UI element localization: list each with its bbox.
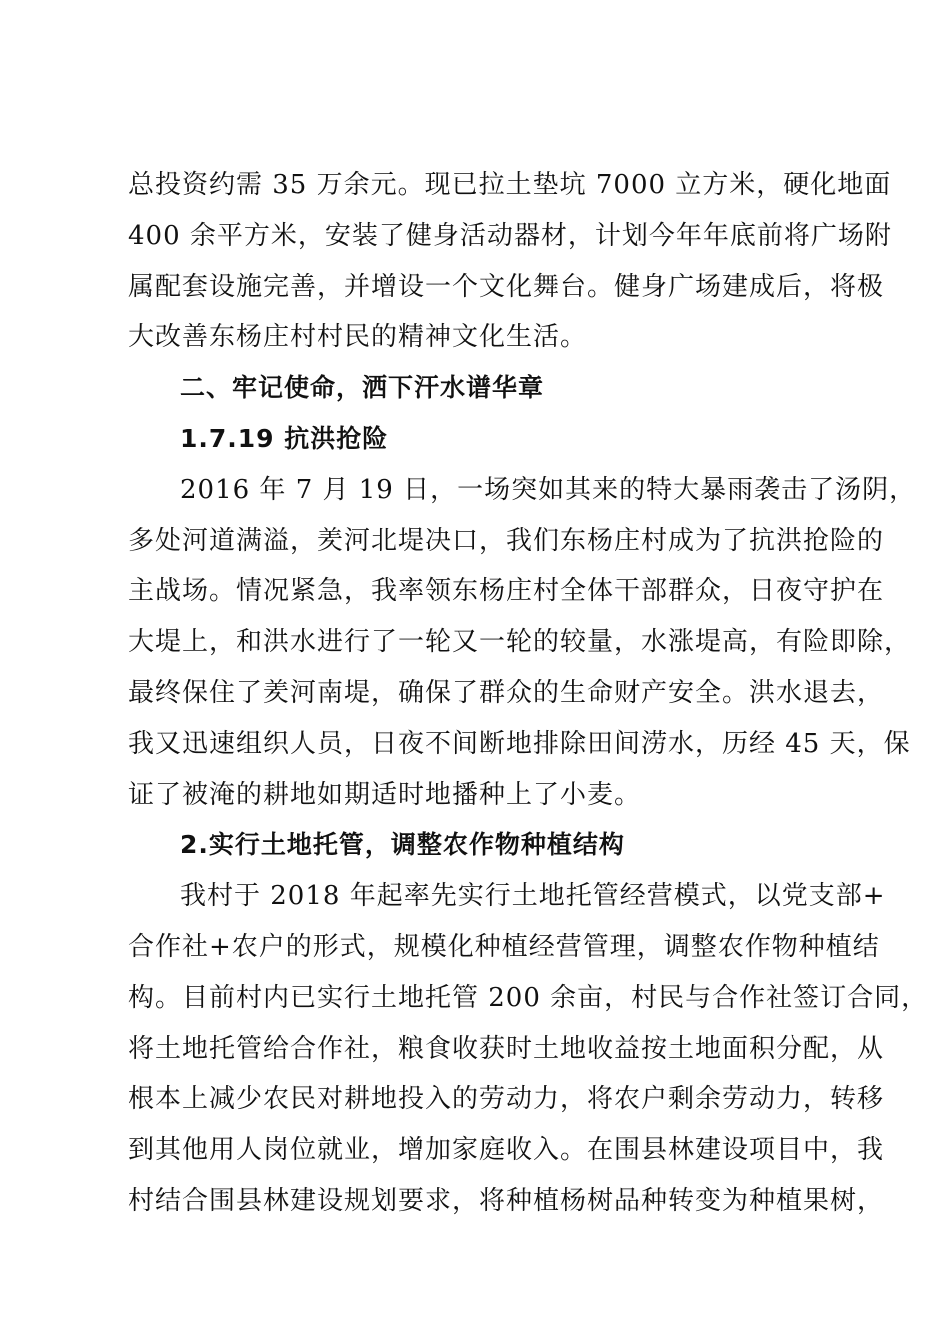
paragraph-line: 大改善东杨庄村村民的精神文化生活。 <box>128 322 588 353</box>
paragraph-line: 村结合围县林建设规划要求，将种植杨树品种转变为种植果树， <box>128 1185 885 1216</box>
paragraph-line: 400 余平方米，安装了健身活动器材，计划今年年底前将广场附 <box>128 220 892 251</box>
paragraph-line: 主战场。情况紧急，我率领东杨庄村全体干部群众，日夜守护在 <box>128 576 885 607</box>
paragraph-line: 将土地托管给合作社，粮食收获时土地收益按土地面积分配，从 <box>128 1033 885 1064</box>
paragraph-line: 多处河道满溢，羑河北堤决口，我们东杨庄村成为了抗洪抢险的 <box>128 525 885 556</box>
section-heading: 二、牢记使命，洒下汗水谱华章 <box>180 373 545 403</box>
paragraph-line: 我村于 2018 年起率先实行土地托管经营模式，以党支部+ <box>180 881 886 912</box>
paragraph-line: 到其他用人岗位就业，增加家庭收入。在围县林建设项目中，我 <box>128 1135 885 1166</box>
document-page <box>128 160 929 1227</box>
paragraph-line: 2016 年 7 月 19 日，一场突如其来的特大暴雨袭击了汤阴， <box>180 474 917 505</box>
paragraph-line: 总投资约需 35 万余元。现已拉土垫坑 7000 立方米，硬化地面 <box>128 170 892 200</box>
subsection-heading-flood: 1.7.19 抗洪抢险 <box>180 423 389 453</box>
paragraph-line: 最终保住了羑河南堤，确保了群众的生命财产安全。洪水退去， <box>128 677 885 708</box>
paragraph-line: 证了被淹的耕地如期适时地播种上了小麦。 <box>128 779 642 810</box>
paragraph-line: 我又迅速组织人员，日夜不间断地排除田间涝水，历经 45 天，保 <box>128 728 911 759</box>
subsection-heading-land: 2.实行土地托管，调整农作物种植结构 <box>180 830 625 860</box>
paragraph-line: 构。目前村内已实行土地托管 200 余亩，村民与合作社签订合同， <box>128 982 929 1013</box>
flood-paragraph <box>128 465 917 821</box>
land-paragraph <box>128 871 929 1227</box>
paragraph-line: 大堤上，和洪水进行了一轮又一轮的较量，水涨堤高，有险即除， <box>128 627 912 658</box>
paragraph-line: 属配套设施完善，并增设一个文化舞台。健身广场建成后，将极 <box>128 271 885 302</box>
paragraph-line: 合作社+农户的形式，规模化种植经营管理，调整农作物种植结 <box>128 931 880 962</box>
paragraph-line: 根本上减少农民对耕地投入的劳动力，将农户剩余劳动力，转移 <box>128 1084 885 1115</box>
intro-paragraph <box>128 160 892 363</box>
